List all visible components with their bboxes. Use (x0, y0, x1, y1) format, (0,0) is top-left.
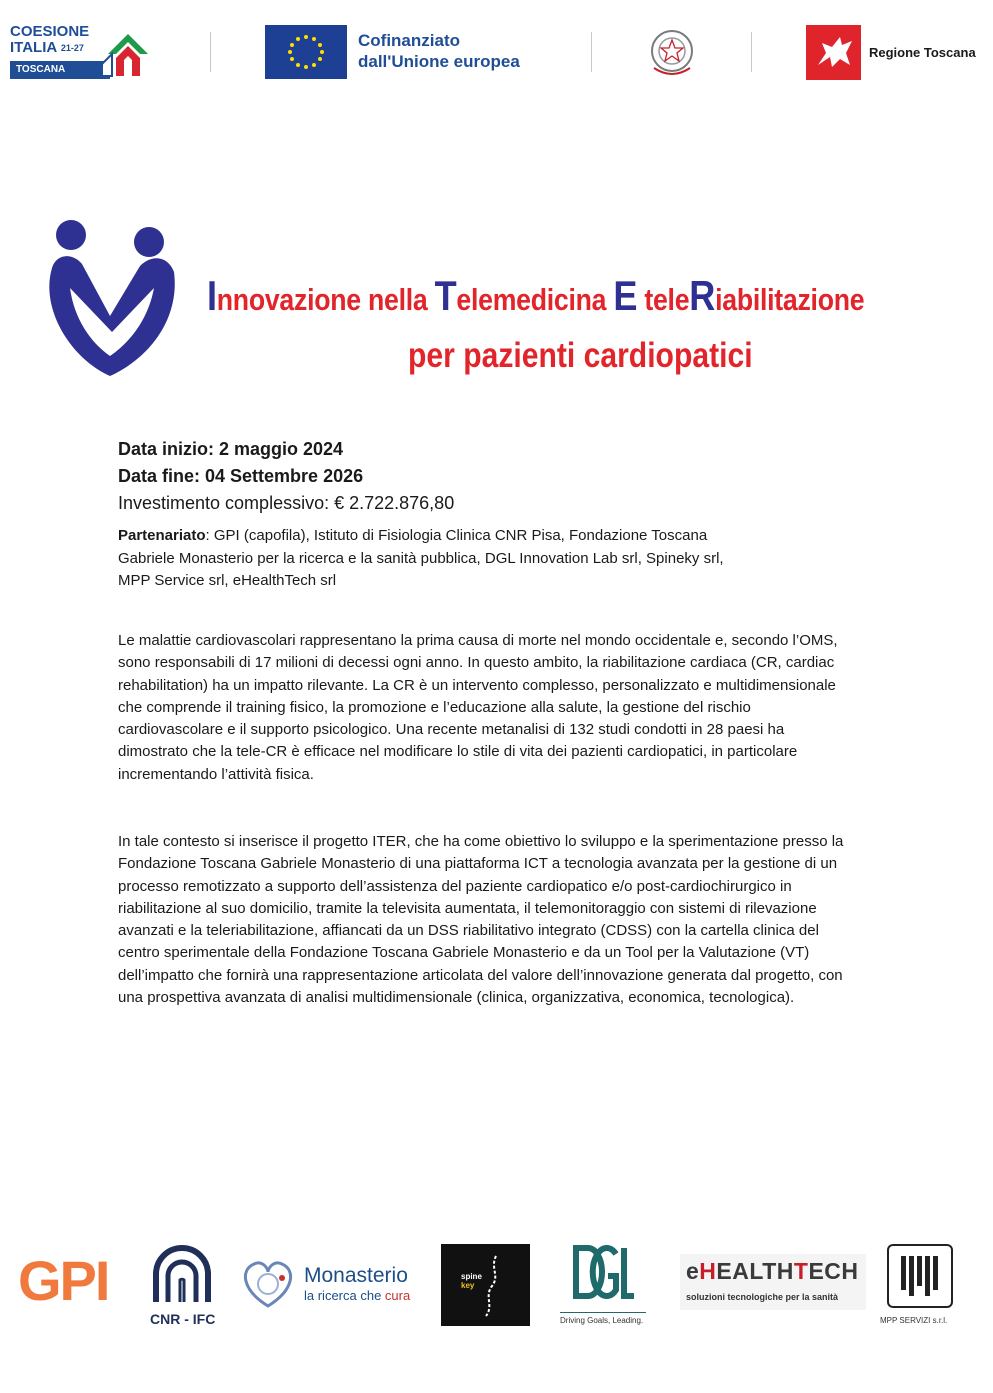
cnr-ifc-label: CNR - IFC (150, 1311, 216, 1327)
eu-stars-icon (265, 25, 347, 79)
title-cap: T (434, 272, 457, 319)
coesione-italia: ITALIA (10, 39, 57, 56)
monasterio-heart-icon (238, 1256, 298, 1310)
coesione-line1: COESIONE (10, 23, 90, 40)
spine-curve-icon (470, 1252, 510, 1320)
ehealth-h: H (699, 1258, 717, 1284)
spineky-word2: key (461, 1281, 475, 1290)
ehealth-ech: ECH (808, 1258, 859, 1284)
project-title-line2: per pazienti cardiopatici (408, 336, 753, 375)
coesione-region: TOSCANA (10, 61, 110, 79)
mpp-logo (887, 1244, 953, 1308)
ehealthtech-tagline: soluzioni tecnologiche per la sanità (686, 1292, 839, 1302)
iter-heart-logo-icon (40, 208, 185, 386)
mpp-bars-icon (889, 1246, 951, 1306)
body-paragraph-1: Le malattie cardiovascolari rappresentano la prima causa di morte nel mondo occidentale e, secondo l’OMS, sono responsabili di 17 milioni di decessi ogni anno. In questo ambito, la riabilitazione cardiaca (CR, cardiac rehabilitation) ha un impatto rilevante. La CR è un intervento complesso, personalizzato e multidimensionale che comprende il training fisico, la promozione e l’educazione alla salute, la gestione del rischio cardiovascolare e il supporto psicologico. Una recente metanalisi di 132 studi condotti in 28 paesi ha dimostrato che la tele-CR è efficace nel modificare lo stile di vita dei pazienti cardiopatici, in particolare incrementando l’attività fisica. (118, 632, 838, 783)
end-date: Data fine: 04 Settembre 2026 (118, 466, 364, 486)
partners-label: Partenariato (118, 527, 206, 544)
eu-line1: Cofinanziato (358, 31, 460, 50)
ehealth-t: T (793, 1258, 809, 1284)
monasterio-tagline-2: cura (384, 1288, 411, 1303)
gpi-logo: GPI (18, 1249, 109, 1312)
spineky-word1: spine (461, 1272, 482, 1281)
title-word: tele (637, 282, 690, 317)
monasterio-label: Monasterio (304, 1264, 408, 1287)
ehealth-e: e (686, 1258, 700, 1284)
regione-toscana-label: Regione Toscana (869, 45, 976, 60)
partners-text: : GPI (capofila), Istituto di Fisiologia Clinica CNR Pisa, Fondazione Toscana Gabriele Monasterio per la ricerca e la sanità pubblica, DGL Innovation Lab srl, Spineky srl, MPP Service srl, eHealthTech srl (118, 527, 724, 589)
coesione-years: 21-27 (60, 43, 84, 53)
cnr-logo-icon (150, 1244, 214, 1306)
dgl-tagline: Driving Goals, Leading. (560, 1316, 644, 1325)
coesione-line2 (10, 40, 84, 56)
italian-emblem-icon (646, 26, 698, 80)
dgl-logo-icon (566, 1240, 638, 1310)
mpp-servizi-label: MPP SERVIZI s.r.l. (880, 1316, 948, 1325)
ehealth-ealth: EALTH (716, 1258, 794, 1284)
eu-cofinanced-label (358, 30, 520, 72)
start-date: Data inizio: 2 maggio 2024 (118, 439, 344, 459)
title-cap: E (613, 272, 638, 319)
project-title-line1 (207, 272, 865, 320)
title-cap: I (207, 272, 217, 319)
title-word: iabilitazione (715, 282, 865, 317)
header-divider (751, 32, 752, 72)
eu-flag-icon (265, 25, 347, 79)
dgl-divider (560, 1312, 646, 1313)
monasterio-tagline (304, 1288, 410, 1303)
body-paragraph-2: In tale contesto si inserisce il progetto ITER, che ha come obiettivo lo sviluppo e la sperimentazione presso la Fondazione Toscana Gabriele Monasterio di una piattaforma ICT a tecnologia avanzata per la gestione di un processo remotizzato a supporto dell’assistenza del paziente cardiopatico e/o post-cardiochirurgico in riabilitazione al suo domicilio, tramite la televisita aumentata, il telemonitoraggio con sistemi di rilevazione avanzati e la teleriabilitazione, affiancati da un DSS riabilitativo integrato (CDSS) con la cartella clinica del centro sperimentale della Fondazione Toscana Gabriele Monasterio e da un Tool per la Valutazione (VT) dell’impatto che fornirà una rappresentazione articolata del valore dell’innovazione generata dal progetto, con una prospettiva avanzata di analisi multidimensionale (clinica, organizzativa, economica, tecnologica). (118, 833, 844, 1007)
coesione-arrows-icon (98, 24, 156, 80)
total-investment: Investimento complessivo: € 2.722.876,80 (118, 493, 455, 513)
regione-toscana-pegasus-icon (806, 25, 861, 80)
header-divider (210, 32, 211, 72)
ehealthtech-label (686, 1258, 859, 1285)
title-cap: R (689, 272, 716, 319)
title-word: nnovazione nella (216, 282, 435, 317)
partnership (118, 525, 758, 593)
title-word: elemedicina (456, 282, 614, 317)
monasterio-tagline-1: la ricerca che (304, 1288, 385, 1303)
header-divider (591, 32, 592, 72)
eu-line2: dall'Unione europea (358, 52, 520, 71)
